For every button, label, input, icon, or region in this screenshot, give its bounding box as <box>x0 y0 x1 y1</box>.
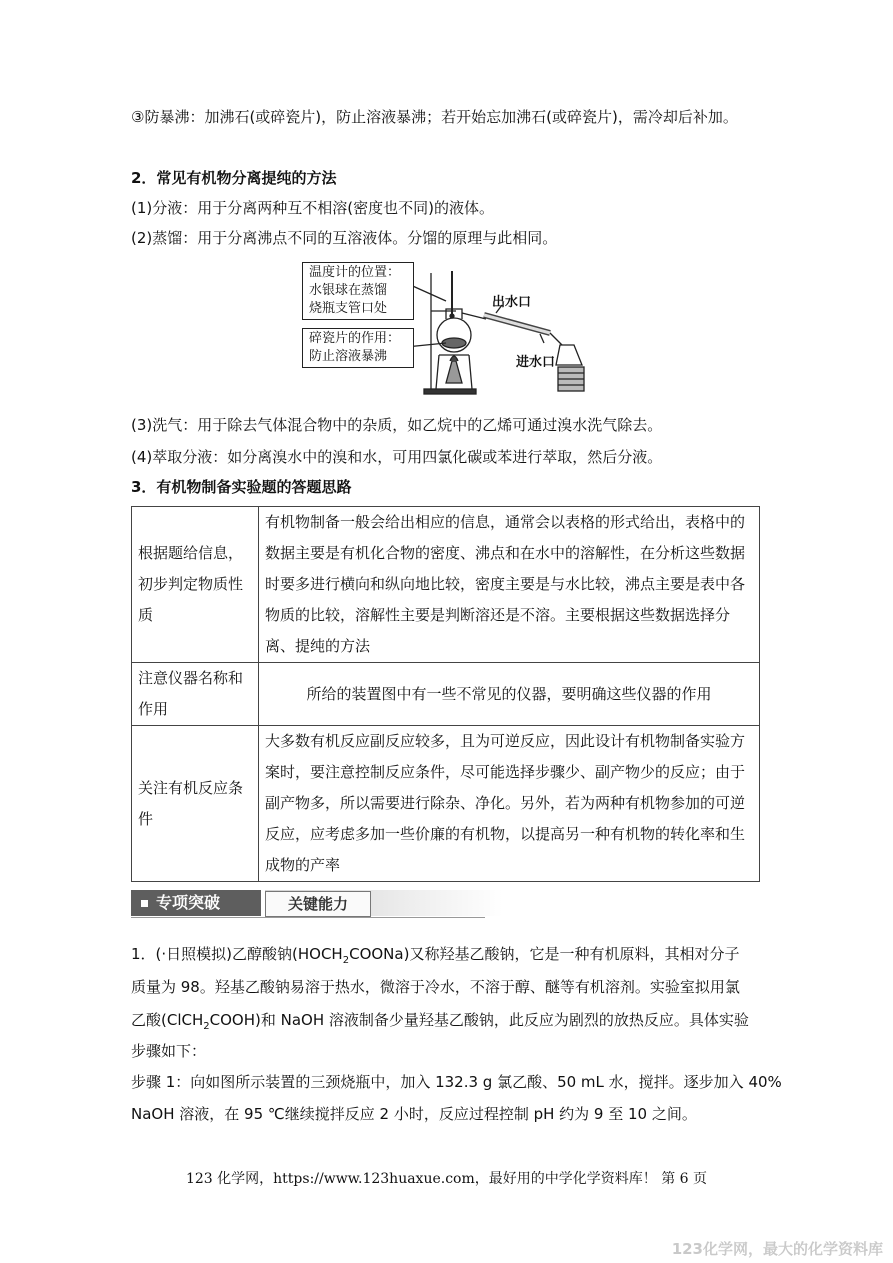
problem-line-1 <box>131 943 739 972</box>
banner-rule <box>131 917 485 918</box>
table-cell-value: 所给的装置图中有一些不常见的仪器，要明确这些仪器的作用 <box>259 663 760 726</box>
watermark: 123化学网，最大的化学资料库 <box>671 1240 883 1258</box>
thermometer-position-note <box>302 262 414 320</box>
boiling-chip-note <box>302 328 414 368</box>
problem-line-5: 步骤 1：向如图所示装置的三颈烧瓶中，加入 132.3 g 氯乙酸、50 mL 水，搅拌。逐步加入 40% <box>131 1073 782 1091</box>
subscript: 2 <box>342 955 350 966</box>
table-cell-key: 注意仪器名称和作用 <box>132 663 259 726</box>
distillation-apparatus-figure <box>296 255 596 401</box>
problem-text: 乙酸(ClCH <box>131 1011 204 1029</box>
square-bullet-icon <box>141 900 148 907</box>
table-row <box>132 663 760 726</box>
water-inlet-label: 进水口 <box>516 355 556 370</box>
banner-tab-key-ability: 关键能力 <box>265 891 371 917</box>
problem-line-2: 质量为 98。羟基乙酸钠易溶于热水，微溶于冷水，不溶于醇、醚等有机溶剂。实验室拟用氯 <box>131 978 740 996</box>
problem-line-4: 步骤如下： <box>131 1042 207 1060</box>
page-footer: 123 化学网，https://www.123huaxue.com，最好用的中学化学资料库！ 第 6 页 <box>185 1171 708 1187</box>
banner-dark-label <box>131 890 261 916</box>
table-row <box>132 507 760 663</box>
problem-line-3 <box>131 1009 749 1038</box>
note-line: 水银球在蒸馏 <box>309 283 388 298</box>
preparation-approach-table <box>131 506 760 882</box>
text-line-boiling-stones: ③防暴沸：加沸石(或碎瓷片)，防止溶液暴沸；若开始忘加沸石(或碎瓷片)，需冷却后补加。 <box>131 108 738 126</box>
text-line-extraction: (4)萃取分液：如分离溴水中的溴和水，可用四氯化碳或苯进行萃取，然后分液。 <box>131 448 663 466</box>
problem-text: COOH)和 NaOH 溶液制备少量羟基乙酸钠，此反应为剧烈的放热反应。具体实验 <box>209 1011 749 1029</box>
section-banner <box>131 890 485 918</box>
banner-left-text: 专项突破 <box>156 893 221 912</box>
table-row <box>132 726 760 882</box>
text-line-gas-washing: (3)洗气：用于除去气体混合物中的杂质，如乙烷中的乙烯可通过溴水洗气除去。 <box>131 416 663 434</box>
subscript: 2 <box>203 1021 210 1032</box>
section-heading-separation: 2．常见有机物分离提纯的方法 <box>131 169 337 187</box>
note-line: 温度计的位置： <box>309 265 401 280</box>
problem-text: COONa)又称羟基乙酸钠，它是一种有机原料，其相对分子 <box>349 945 740 963</box>
water-outlet-label: 出水口 <box>492 295 532 310</box>
table-cell-key: 关注有机反应条件 <box>132 726 259 882</box>
note-line: 碎瓷片的作用： <box>309 331 401 346</box>
problem-line-6: NaOH 溶液，在 95 ℃继续搅拌反应 2 小时，反应过程控制 pH 约为 9 至 10 之间。 <box>131 1105 697 1123</box>
text-line-distillation: (2)蒸馏：用于分离沸点不同的互溶液体。分馏的原理与此相同。 <box>131 229 558 247</box>
section-heading-preparation: 3．有机物制备实验题的答题思路 <box>131 478 352 496</box>
problem-text: 1．(·日照模拟)乙醇酸钠(HOCH <box>131 945 343 963</box>
table-cell-key: 根据题给信息，初步判定物质性质 <box>132 507 259 663</box>
note-line: 防止溶液暴沸 <box>309 349 388 364</box>
text-line-liquid-separation: (1)分液：用于分离两种互不相溶(密度也不同)的液体。 <box>131 199 494 217</box>
table-cell-value: 有机物制备一般会给出相应的信息，通常会以表格的形式给出，表格中的数据主要是有机化合物的密度、沸点和在水中的溶解性，在分析这些数据时要多进行横向和纵向地比较，密度主要是与水比较，沸点主要是表中各物质的比较，溶解性主要是判断溶还是不溶。主要根据这些数据选择分离、提纯的方法 <box>259 507 760 663</box>
table-cell-value: 大多数有机反应副反应较多，且为可逆反应，因此设计有机物制备实验方案时，要注意控制反应条件，尽可能选择步骤少、副产物少的反应；由于副产物多，所以需要进行除杂、净化。另外，若为两种有机物参加的可逆反应，应考虑多加一些价廉的有机物，以提高另一种有机物的转化率和生成物的产率 <box>259 726 760 882</box>
note-line: 烧瓶支管口处 <box>309 301 388 316</box>
